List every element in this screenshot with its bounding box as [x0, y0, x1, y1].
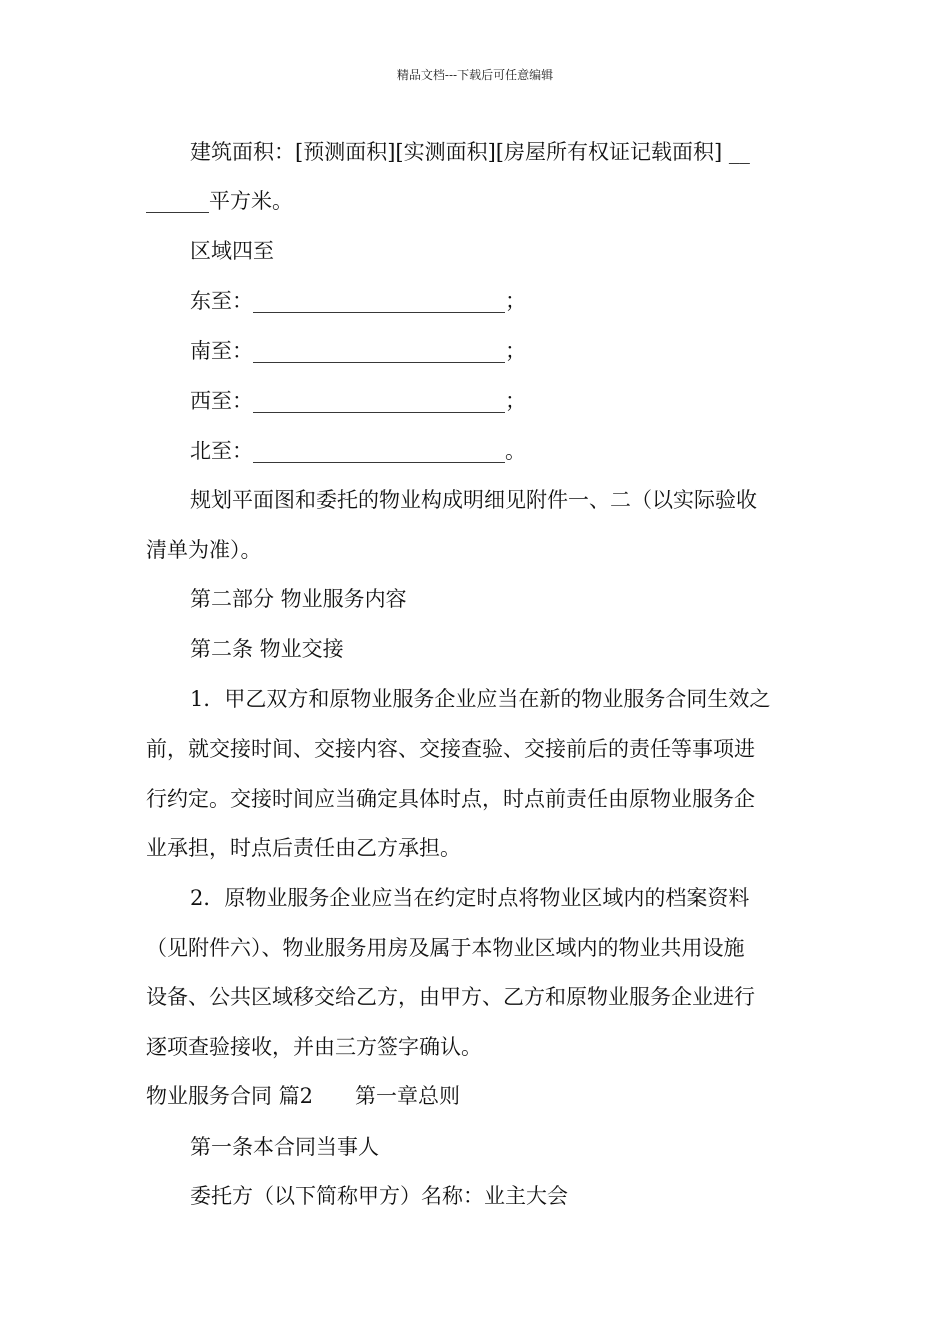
text-line: 南至：________________________；: [190, 339, 526, 363]
text-line: 清单为准）。: [146, 538, 262, 562]
text-line: 1．甲乙双方和原物业服务企业应当在新的物业服务合同生效之: [190, 687, 771, 711]
text-line: 东至：________________________；: [190, 289, 526, 313]
text-line: 2．原物业服务企业应当在约定时点将物业区域内的档案资料: [190, 886, 750, 910]
page-header: 精品文档---下载后可任意编辑: [396, 68, 554, 82]
text-line: （见附件六）、物业服务用房及属于本物业区域内的物业共用设施: [146, 936, 745, 960]
text-line: 区域四至: [190, 239, 274, 263]
text-line: 前，就交接时间、交接内容、交接查验、交接前后的责任等事项进: [146, 737, 755, 761]
text-line: 西至：________________________；: [190, 389, 526, 413]
text-line: 行约定。交接时间应当确定具体时点，时点前责任由原物业服务企: [146, 787, 755, 811]
text-line: ______平方米。: [146, 189, 293, 213]
article-heading: 第二条 物业交接: [190, 637, 344, 661]
text-line: 业承担，时点后责任由乙方承担。: [146, 836, 461, 860]
text-line: 建筑面积：[预测面积][实测面积][房屋所有权证记载面积] __: [190, 140, 750, 164]
text-line: 委托方（以下简称甲方）名称：业主大会: [190, 1184, 568, 1208]
text-line: 逐项查验接收，并由三方签字确认。: [146, 1035, 482, 1059]
text-line: 规划平面图和委托的物业构成明细见附件一、二（以实际验收: [190, 488, 757, 512]
section-heading: 第二部分 物业服务内容: [190, 587, 407, 611]
article-heading: 第一条本合同当事人: [190, 1135, 379, 1159]
text-line: 北至：________________________。: [190, 439, 526, 463]
chapter-heading: 物业服务合同 篇2 第一章总则: [146, 1084, 461, 1108]
text-line: 设备、公共区域移交给乙方，由甲方、乙方和原物业服务企业进行: [146, 985, 755, 1009]
